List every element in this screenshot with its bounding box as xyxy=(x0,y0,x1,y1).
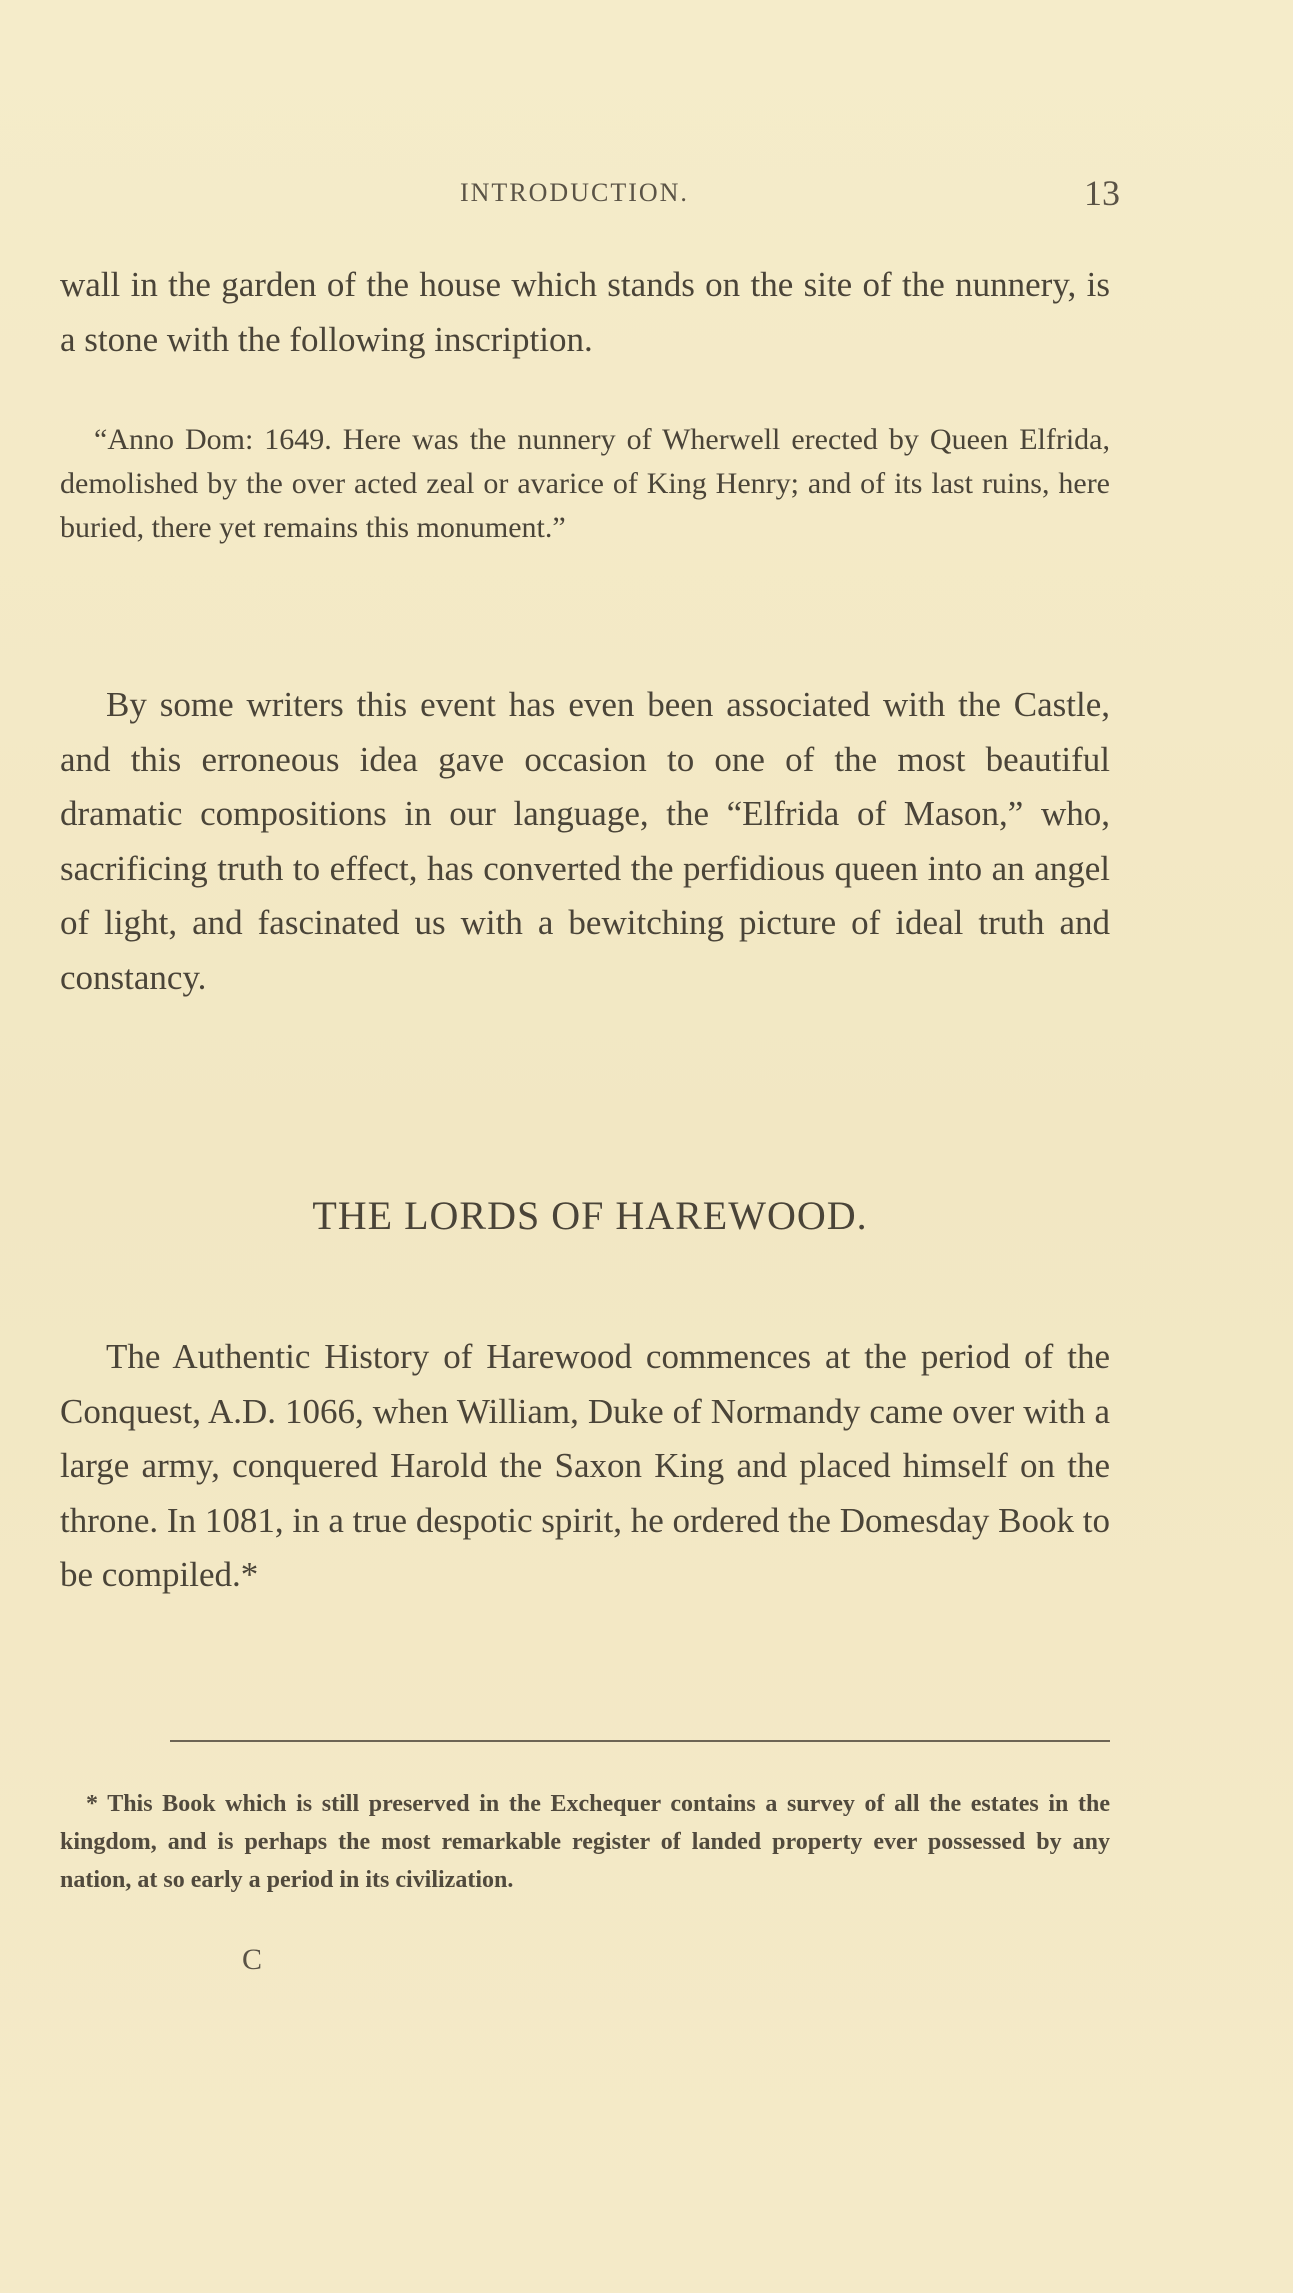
section-heading: THE LORDS OF HAREWOOD. xyxy=(312,1193,868,1238)
running-title: INTRODUCTION. xyxy=(460,178,689,207)
paragraph-intro: wall in the garden of the house which stands on the site of the nunnery, is a stone with the following inscription. xyxy=(60,265,1110,359)
running-head xyxy=(60,173,1120,218)
signature-mark: C xyxy=(242,1943,263,1976)
inscription-quote: “Anno Dom: 1649. Here was the nunnery of Wherwell erected by Queen Elfrida, demolished by the over acted zeal or avarice of King Henry; and of its last ruins, here buried, there yet remains this monument.” xyxy=(60,423,1110,544)
paragraph-elfrida: By some writers this event has even been associated with the Castle, and this erroneous idea gave occasion to one of the most beautiful dramatic compositions in our language, the “Elfrida of Mason,” who, sacrificing truth to effect, has converted the perfidious queen into an angel of light, and fascinated us with a bewitching picture of ideal truth and constancy. xyxy=(60,685,1110,997)
footnote-divider xyxy=(170,1740,1110,1742)
footnote: * This Book which is still preserved in the Exchequer contains a survey of all the estates in the kingdom, and is perhaps the most remarkable register of landed property ever possessed by any nation, at so early a period in its civilization. xyxy=(60,1791,1110,1893)
page-number: 13 xyxy=(1084,173,1120,213)
paragraph-harewood-history: The Authentic History of Harewood commences at the period of the Conquest, A.D. 1066, when William, Duke of Normandy came over with a large army, conquered Harold the Saxon King and placed himself on the throne. In 1081, in a true despotic spirit, he ordered the Domesday Book to be compiled.* xyxy=(60,1337,1110,1594)
